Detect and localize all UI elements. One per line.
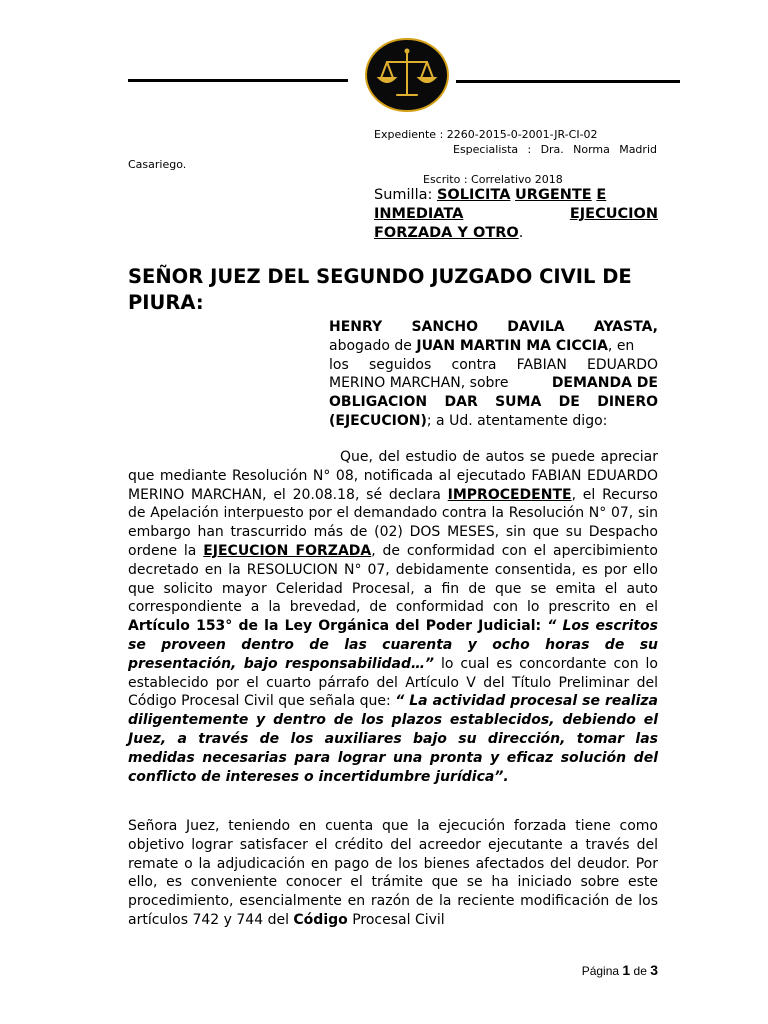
- paragraph-1: Que, del estudio de autos se puede apreciar que mediante Resolución N° 08, notificada al ejecutado FABIAN EDUARDO MERINO MARCHAN, el 20.08.18, sé declara IMPROCEDENTE, el Recurso de Apelación interpuesto por el demandado contra la Resolución N° 07, sin embargo han trascurrido más de (02) DOS MESES, sin que su Despacho ordene la EJECUCION FORZADA, de conformidad con el apercibimiento decretado en la RESOLUCION N° 07, debidamente consentida, es por ello que solicito mayor Celeridad Procesal, a fin de que se emita el auto correspondiente a la brevedad, de conformidad con lo prescrito en el Artículo 153° de la Ley Orgánica del Poder Judicial: “ Los escritos se proveen dentro de las cuarenta y ocho horas de su presentación, bajo responsabilidad…” lo cual es concordante con lo establecido por el cuarto párrafo del Artículo V del Título Preliminar del Código Procesal Civil que señala que: “ La actividad procesal se realiza diligentemente y dentro de los plazos establecidos, debiendo el Juez, a través de los auxiliares bajo su dirección, tomar las medidas necesarias para lograr una pronta y eficaz solución del conflicto de intereses o incertidumbre jurídica”.: [128, 449, 658, 785]
- intro-line-3: los seguidos contra FABIAN EDUARDO: [329, 356, 658, 373]
- intro-line-2: abogado de JUAN MARTIN MA CICCIA, en: [329, 337, 635, 354]
- sumilla-line-2: INMEDIATA EJECUCION: [374, 206, 658, 222]
- sumilla-line-3: FORZADA Y OTRO.: [374, 225, 524, 241]
- intro-line-4: MERINO MARCHAN, sobre DEMANDA DE: [329, 375, 658, 392]
- document-title: SEÑOR JUEZ DEL SEGUNDO JUZGADO CIVIL DE PIURA:: [128, 265, 632, 314]
- page-number: Página 1 de 3: [581, 962, 658, 978]
- intro-line-1: HENRY SANCHO DAVILA AYASTA,: [329, 319, 658, 335]
- sumilla-line-1: Sumilla: SOLICITA URGENTE E: [374, 187, 607, 203]
- escrito-line: Escrito : Correlativo 2018: [423, 173, 563, 186]
- expediente-line: Expediente : 2260-2015-0-2001-JR-CI-02: [374, 128, 598, 141]
- header-rule-right: [456, 80, 680, 83]
- casariego-line: Casariego.: [128, 158, 187, 171]
- paragraph-2: Señora Juez, teniendo en cuenta que la ejecución forzada tiene como objetivo lograr satisfacer el crédito del acreedor ejecutante a través del remate o la adjudicación en pago de los bienes afectados del deudor. Por ello, es conveniente conocer el trámite que se ha iniciado sobre este procedimiento, esencialmente en razón de la reciente modificación de los artículos 742 y 744 del Código Procesal Civil: [128, 818, 658, 928]
- scales-of-justice-icon: [365, 38, 449, 112]
- especialista-line: Especialista : Dra. Norma Madrid: [453, 143, 657, 156]
- intro-block: [329, 318, 658, 431]
- intro-line-6: (EJECUCION); a Ud. atentamente digo:: [329, 412, 608, 429]
- header-rule-left: [128, 79, 348, 82]
- sumilla-block: [374, 186, 658, 243]
- intro-line-5: OBLIGACION DAR SUMA DE DINERO: [329, 394, 658, 411]
